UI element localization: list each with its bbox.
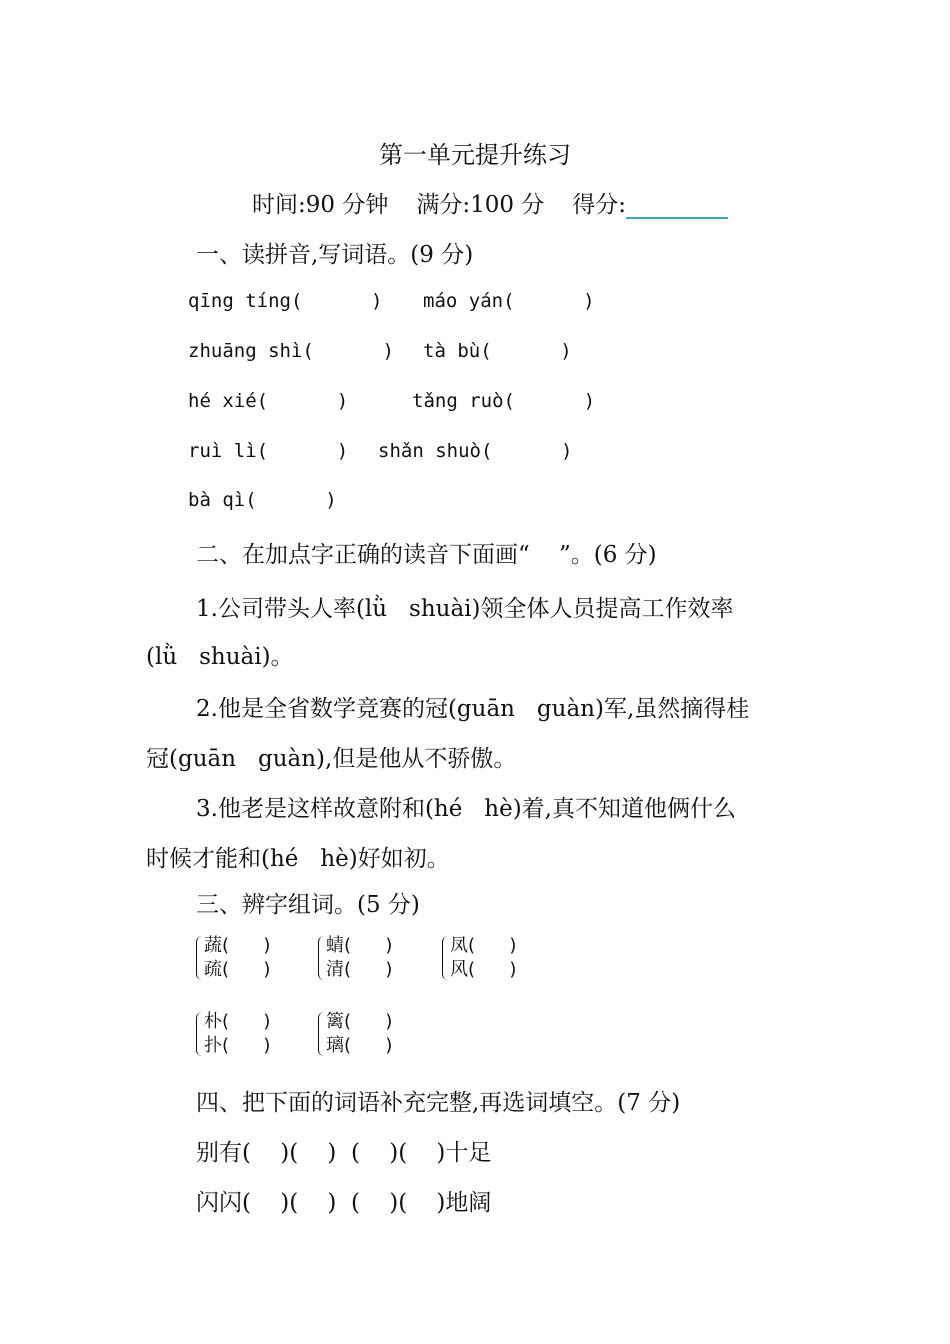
char-pair [318, 934, 392, 982]
question-1-line-1: 1.公司带头人率(lǜ shuài)领全体人员提高工作效率 [196, 596, 734, 622]
brace-icon [442, 936, 449, 980]
char-pair [318, 1010, 392, 1058]
question-3-line-2: 时候才能和(hé hè)好如初。 [146, 846, 450, 872]
pinyin-item: tǎng ruò( ) [412, 390, 596, 412]
question-1-line-2: (lǜ shuài)。 [146, 644, 294, 670]
brace-icon [318, 936, 325, 980]
question-2-line-2: 冠(guān guàn),但是他从不骄傲。 [146, 746, 517, 772]
brace-icon [196, 1012, 203, 1056]
char-pair-line: 疏( ) [204, 959, 271, 980]
brace-icon [196, 936, 203, 980]
char-pair-line: 风( ) [450, 959, 517, 980]
question-3-line-1: 3.他老是这样故意附和(hé hè)着,真不知道他俩什么 [196, 796, 736, 822]
question-2-line-1: 2.他是全省数学竞赛的冠(guān guàn)军,虽然摘得桂 [196, 696, 750, 722]
score-blank[interactable] [626, 195, 728, 219]
pinyin-item: qīng tíng( ) [188, 290, 383, 312]
pinyin-item: shǎn shuò( ) [378, 440, 573, 462]
char-pair-line: 蔬( ) [204, 935, 271, 956]
pinyin-item: bà qì( ) [188, 489, 337, 511]
section-4-heading: 四、把下面的词语补充完整,再选词填空。(7 分) [196, 1090, 681, 1116]
pinyin-item: hé xié( ) [188, 390, 349, 412]
page-title: 第一单元提升练习 [379, 141, 571, 169]
pinyin-item: zhuāng shì( ) [188, 340, 394, 362]
section-3-heading: 三、辨字组词。(5 分) [196, 892, 420, 918]
char-pair [196, 1010, 270, 1058]
char-pair-line: 蜻( ) [326, 935, 393, 956]
char-pair-line: 凤( ) [450, 935, 517, 956]
fill-line-2: 闪闪( )( ) ( )( )地阔 [196, 1190, 492, 1216]
char-pair [442, 934, 516, 982]
char-pair-line: 清( ) [326, 959, 393, 980]
section-1-heading: 一、读拼音,写词语。(9 分) [196, 242, 474, 268]
fill-line-1: 别有( )( ) ( )( )十足 [196, 1140, 492, 1166]
pinyin-item: máo yán( ) [423, 290, 595, 312]
score-label: 得分: [572, 192, 627, 218]
char-pair-line: 篱( ) [326, 1011, 393, 1032]
exam-meta [252, 186, 728, 219]
char-pair-line: 朴( ) [204, 1011, 271, 1032]
pinyin-item: tà bù( ) [423, 340, 572, 362]
char-pair-line: 扑( ) [204, 1035, 271, 1056]
char-pair-line: 璃( ) [326, 1035, 393, 1056]
time-limit: 时间:90 分钟 [252, 192, 389, 218]
full-score: 满分:100 分 [416, 192, 545, 218]
char-pair [196, 934, 270, 982]
brace-icon [318, 1012, 325, 1056]
pinyin-item: ruì lì( ) [188, 440, 349, 462]
section-2-heading: 二、在加点字正确的读音下面画“ ”。(6 分) [196, 542, 657, 568]
